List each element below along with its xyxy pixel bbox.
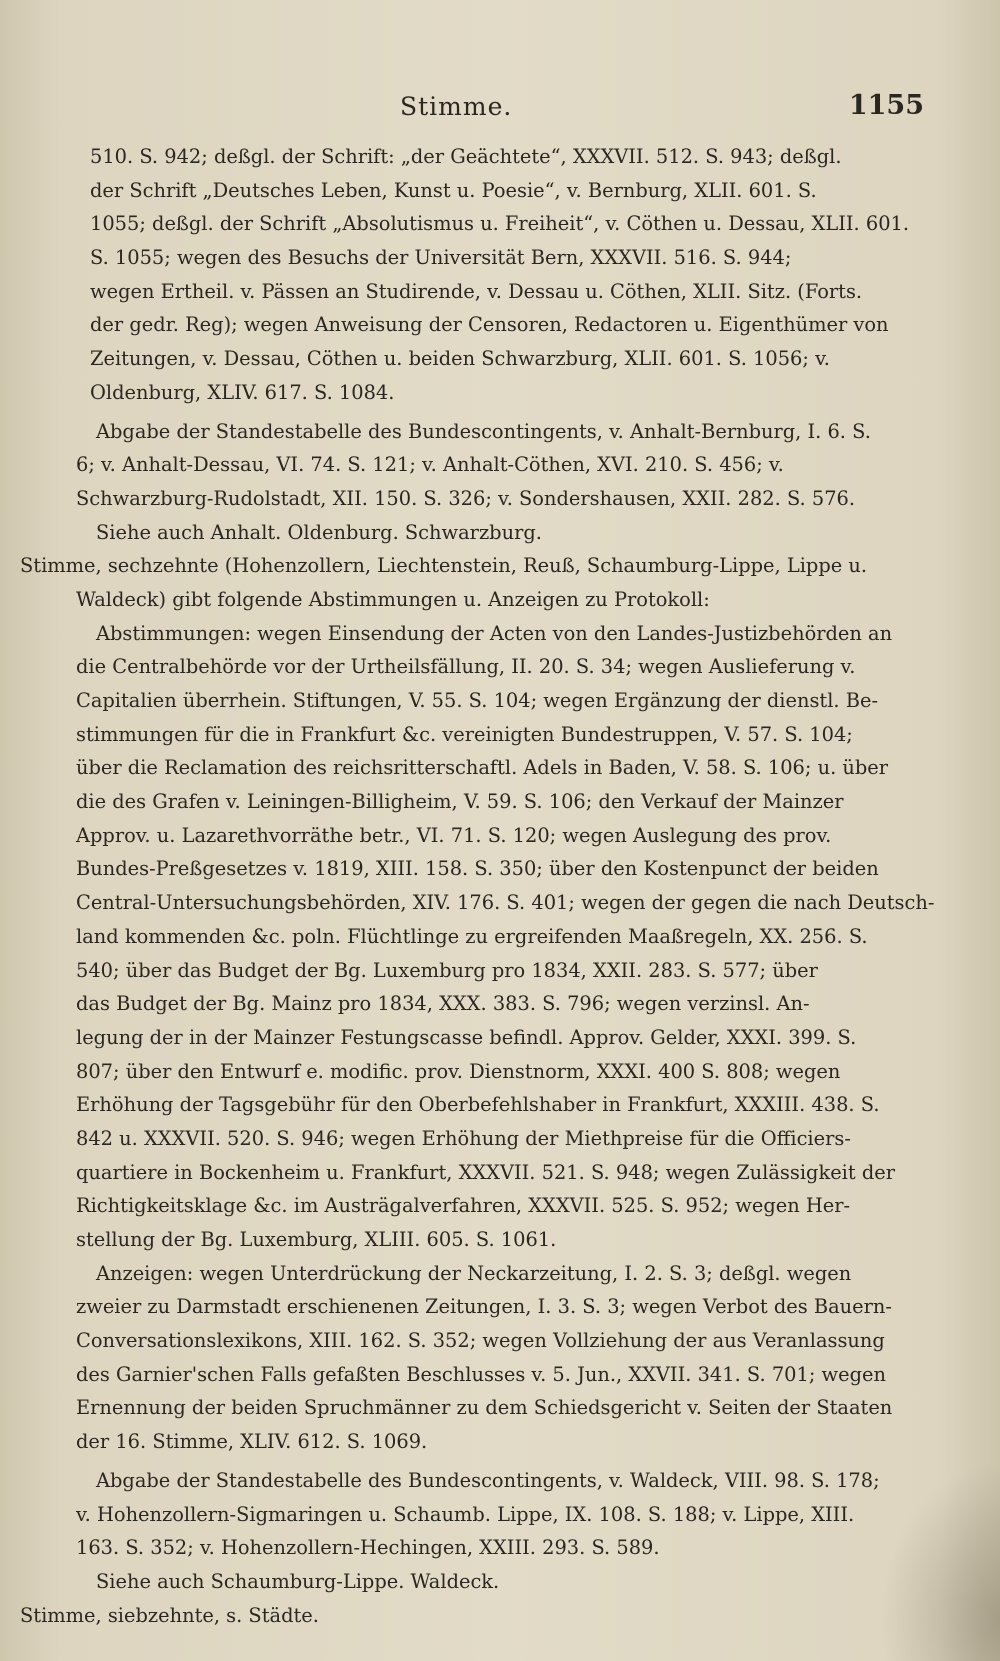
text-line: Stimme, sechzehnte (Hohenzollern, Liechtenstein, Reuß, Schaumburg-Lippe, Lippe u. [20,554,868,578]
text-line: der gedr. Reg); wegen Anweisung der Censoren, Redactoren u. Eigenthümer von [90,313,889,337]
text-line: Capitalien überrhein. Stiftungen, V. 55. S. 104; wegen Ergänzung der dienstl. Be- [76,689,879,712]
text-line: wegen Ertheil. v. Pässen an Studirende, v. Dessau u. Cöthen, XLII. Sitz. (Forts. [90,279,863,303]
page-header [0,92,1000,132]
page-number: 1155 [848,90,924,121]
text-line: stellung der Bg. Luxemburg, XLIII. 605. S. 1061. [76,1228,557,1251]
text-line: 6; v. Anhalt-Dessau, VI. 74. S. 121; v. Anhalt-Cöthen, XVI. 210. S. 456; v. [76,453,784,477]
text-line: des Garnier'schen Falls gefaßten Beschlusses v. 5. Jun., XXVII. 341. S. 701; wegen [76,1362,886,1386]
text-line: Bundes-Preßgesetzes v. 1819, XIII. 158. S. 350; über den Kostenpunct der beiden [76,857,879,881]
text-line: 510. S. 942; deßgl. der Schrift: „der Geächtete“, XXXVII. 512. S. 943; deßgl. [90,145,842,168]
text-line: S. 1055; wegen des Besuchs der Universität Bern, XXXVII. 516. S. 944; [90,246,792,270]
text-line: Central-Untersuchungsbehörden, XIV. 176. S. 401; wegen der gegen die nach Deutsch- [76,891,935,915]
text-line: 540; über das Budget der Bg. Luxemburg pro 1834, XXII. 283. S. 577; über [76,958,818,982]
text-line: Schwarzburg-Rudolstadt, XII. 150. S. 326; v. Sondershausen, XXII. 282. S. 576. [76,486,856,510]
text-line: legung der in der Mainzer Festungscasse befindl. Approv. Gelder, XXXI. 399. S. [76,1025,857,1049]
paper-stain [880,1461,1000,1661]
text-line: land kommenden &c. poln. Flüchtlinge zu ergreifenden Maaßregeln, XX. 256. S. [76,924,868,948]
text-line: zweier zu Darmstadt erschienenen Zeitungen, I. 3. S. 3; wegen Verbot des Bauern- [76,1295,892,1319]
text-line: Abgabe der Standestabelle des Bundescontingents, v. Anhalt-Bernburg, I. 6. S. [96,419,871,443]
text-line: Anzeigen: wegen Unterdrückung der Neckarzeitung, I. 2. S. 3; deßgl. wegen [96,1261,852,1285]
text-line: Stimme, siebzehnte, s. Städte. [20,1603,319,1627]
text-line: die des Grafen v. Leiningen-Billigheim, V. 59. S. 106; den Verkauf der Mainzer [76,790,844,814]
text-line: Ernennung der beiden Spruchmänner zu dem Schiedsgericht v. Seiten der Staaten [76,1396,893,1420]
text-line: 842 u. XXXVII. 520. S. 946; wegen Erhöhung der Miethpreise für die Officiers- [76,1126,851,1150]
text-line: Conversationslexikons, XIII. 162. S. 352; wegen Vollziehung der aus Veranlassung [76,1329,885,1353]
text-line: Abgabe der Standestabelle des Bundescontingents, v. Waldeck, VIII. 98. S. 178; [96,1468,880,1492]
text-line: Siehe auch Anhalt. Oldenburg. Schwarzburg. [96,520,542,544]
text-line: Approv. u. Lazarethvorräthe betr., VI. 71. S. 120; wegen Auslegung des prov. [76,823,832,847]
text-line: der 16. Stimme, XLIV. 612. S. 1069. [76,1430,428,1454]
text-line: Siehe auch Schaumburg-Lippe. Waldeck. [96,1569,500,1593]
text-line: Waldeck) gibt folgende Abstimmungen u. Anzeigen zu Protokoll: [76,587,710,611]
text-line: über die Reclamation des reichsritterschaftl. Adels in Baden, V. 58. S. 106; u. über [76,756,889,780]
text-line: Zeitungen, v. Dessau, Cöthen u. beiden Schwarzburg, XLII. 601. S. 1056; v. [90,347,830,371]
text-line: Richtigkeitsklage &c. im Austrägalverfahren, XXXVII. 525. S. 952; wegen Her- [76,1194,851,1218]
text-line: das Budget der Bg. Mainz pro 1834, XXX. 383. S. 796; wegen verzinsl. An- [76,992,810,1016]
index-text [20,140,958,1632]
text-line: quartiere in Bockenheim u. Frankfurt, XXXVII. 521. S. 948; wegen Zulässigkeit der [76,1160,895,1184]
text-line: Oldenburg, XLIV. 617. S. 1084. [90,380,395,404]
text-line: der Schrift „Deutsches Leben, Kunst u. Poesie“, v. Bernburg, XLII. 601. S. [90,178,817,202]
text-line: Erhöhung der Tagsgebühr für den Oberbefehlshaber in Frankfurt, XXXIII. 438. S. [76,1093,880,1117]
text-line: v. Hohenzollern-Sigmaringen u. Schaumb. Lippe, IX. 108. S. 188; v. Lippe, XIII. [76,1502,855,1526]
text-line: Abstimmungen: wegen Einsendung der Acten von den Landes-Justizbehörden an [96,621,893,645]
text-line: 163. S. 352; v. Hohenzollern-Hechingen, XXIII. 293. S. 589. [76,1536,660,1560]
text-line: 807; über den Entwurf e. modific. prov. Dienstnorm, XXXI. 400 S. 808; wegen [76,1059,841,1083]
running-head: Stimme. [400,92,513,121]
text-line: die Centralbehörde vor der Urtheilsfällung, II. 20. S. 34; wegen Auslieferung v. [76,655,856,679]
text-line: 1055; deßgl. der Schrift „Absolutismus u. Freiheit“, v. Cöthen u. Dessau, XLII. 601. [90,212,910,236]
text-line: stimmungen für die in Frankfurt &c. vereinigten Bundestruppen, V. 57. S. 104; [76,722,853,746]
